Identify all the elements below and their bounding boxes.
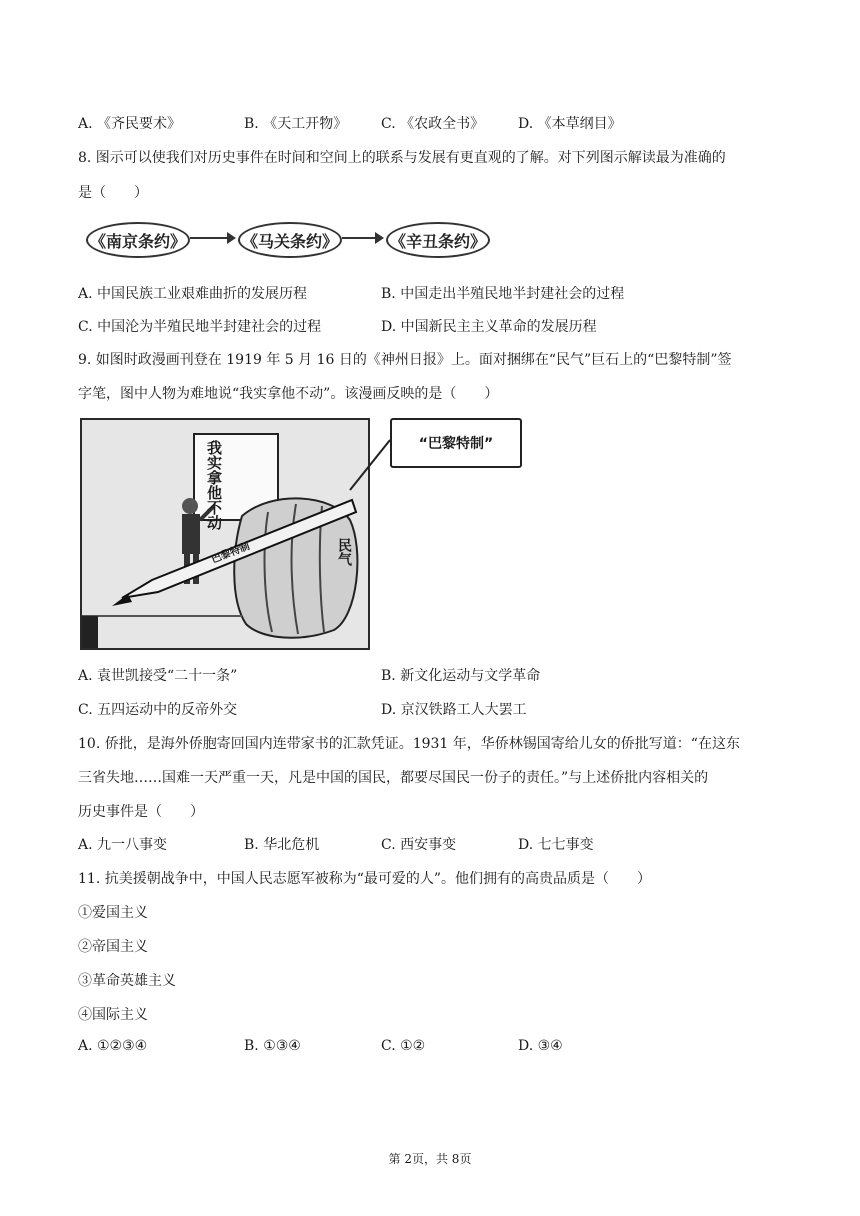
q8-option-d: D. 中国新民主主义革命的发展历程 [381, 319, 597, 335]
q10-stem-line3: 历史事件是（ ） [78, 804, 204, 820]
sign-char-1: 我 [205, 440, 223, 455]
q7-option-b: B. 《天工开物》 [244, 116, 348, 132]
treaty-nanjing: 《南京条约》 [86, 222, 190, 258]
q9-option-b: B. 新文化运动与文学革命 [381, 668, 541, 684]
q10-option-b: B. 华北危机 [244, 837, 320, 853]
q7-option-d: D. 《本草纲目》 [518, 116, 622, 132]
q9-option-c: C. 五四运动中的反帝外交 [78, 702, 238, 718]
q11-item-4: ④国际主义 [78, 1007, 148, 1023]
sign-char-6: 动 [205, 515, 223, 530]
q8-stem-line1: 8. 图示可以使我们对历史事件在时间和空间上的联系与发展有更直观的了解。对下列图示解读最为准确的 [78, 150, 726, 166]
q7-option-a: A. 《齐民要术》 [78, 116, 182, 132]
treaty-xinchou: 《辛丑条约》 [386, 222, 490, 258]
q11-option-d: D. ③④ [518, 1038, 563, 1054]
q11-item-1: ①爱国主义 [78, 905, 148, 921]
treaty-maguan: 《马关条约》 [238, 222, 342, 258]
q9-stem-line1: 9. 如图时政漫画刊登在 1919 年 5 月 16 日的《神州日报》上。面对捆绑在“民气”巨石上的“巴黎特制”签 [78, 352, 732, 368]
cartoon-pen-label: 巴黎特制 [210, 541, 252, 566]
sign-char-4: 他 [205, 485, 223, 500]
sign-char-3: 拿 [205, 470, 223, 485]
q10-stem-line1: 10. 侨批，是海外侨胞寄回国内连带家书的汇款凭证。1931 年，华侨林锡国寄给儿女的侨批写道：“在这东 [78, 736, 740, 752]
q11-item-3: ③革命英雄主义 [78, 973, 176, 989]
q10-option-a: A. 九一八事变 [78, 837, 168, 853]
q9-option-d: D. 京汉铁路工人大罢工 [381, 702, 527, 718]
page-number-footer: 第 2页，共 8页 [388, 1152, 472, 1166]
cartoon-callout-box: “巴黎特制” [390, 418, 522, 468]
q11-stem: 11. 抗美援朝战争中，中国人民志愿军被称为“最可爱的人”。他们拥有的高贵品质是（ ） [78, 871, 652, 887]
q9-option-a: A. 袁世凯接受“二十一条” [78, 668, 238, 684]
q10-option-d: D. 七七事变 [518, 837, 594, 853]
q7-option-c: C. 《农政全书》 [381, 116, 485, 132]
q8-option-b: B. 中国走出半殖民地半封建社会的过程 [381, 286, 625, 302]
q11-item-2: ②帝国主义 [78, 939, 148, 955]
q8-stem-line2: 是（ ） [78, 185, 148, 201]
q11-option-b: B. ①③④ [244, 1038, 301, 1054]
q10-option-c: C. 西安事变 [381, 837, 457, 853]
sign-char-5: 不 [205, 500, 223, 515]
q9-stem-line2: 字笔，图中人物为难地说“我实拿他不动”。该漫画反映的是（ ） [78, 386, 499, 402]
cartoon-rock-label: 民气 [336, 538, 352, 566]
q8-option-c: C. 中国沦为半殖民地半封建社会的过程 [78, 319, 322, 335]
q11-option-c: C. ①② [381, 1038, 426, 1054]
q8-option-a: A. 中国民族工业艰难曲折的发展历程 [78, 286, 308, 302]
q11-option-a: A. ①②③④ [78, 1038, 148, 1054]
q10-stem-line2: 三省失地……国难一天严重一天，凡是中国的国民，都要尽国民一份子的责任。”与上述侨批内容相关的 [78, 770, 709, 786]
sign-char-2: 实 [205, 455, 223, 470]
